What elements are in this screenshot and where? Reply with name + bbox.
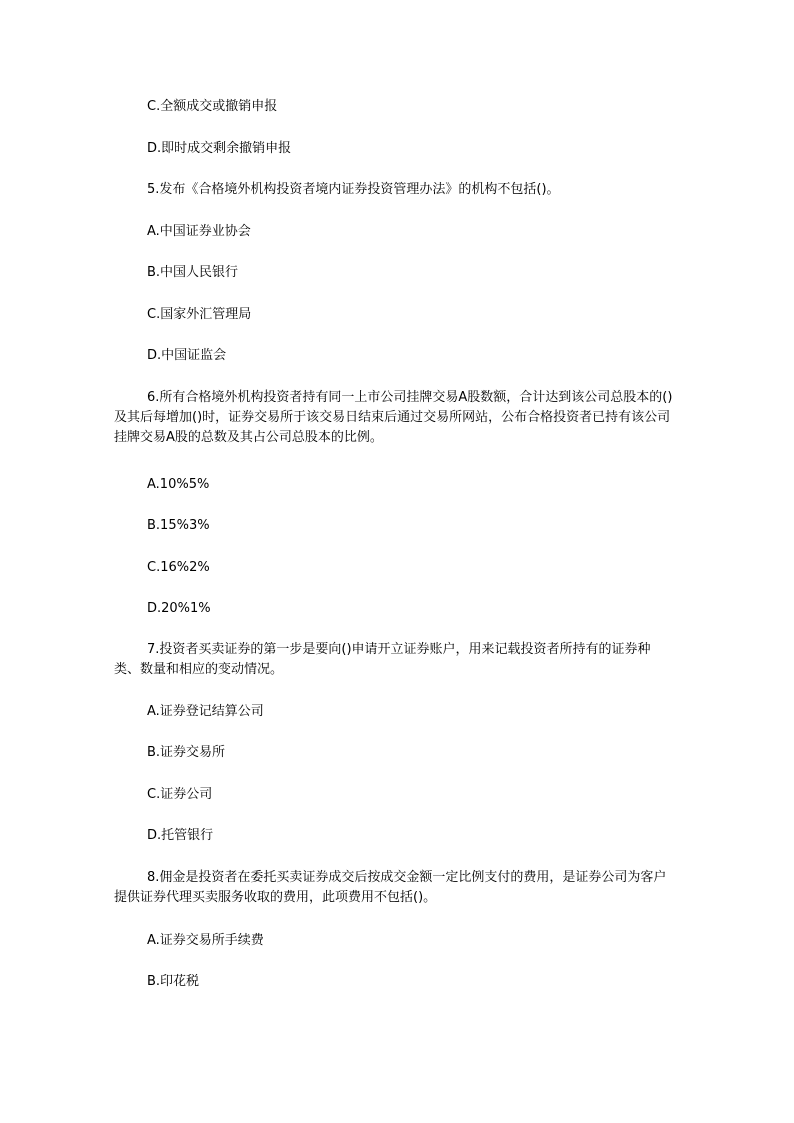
option-q5-d: D.中国证监会 xyxy=(147,348,227,363)
option-q7-b: B.证券交易所 xyxy=(147,745,226,760)
option-q5-c: C.国家外汇管理局 xyxy=(147,307,252,322)
option-q6-c: C.16%2% xyxy=(147,560,210,575)
option-q4-c: C.全额成交或撤销申报 xyxy=(147,99,278,114)
option-q6-b: B.15%3% xyxy=(147,518,210,533)
option-q7-a: A.证券登记结算公司 xyxy=(147,704,264,719)
question-5: 5.发布《合格境外机构投资者境内证券投资管理办法》的机构不包括()。 xyxy=(147,182,560,197)
option-q5-b: B.中国人民银行 xyxy=(147,265,239,280)
option-q8-a: A.证券交易所手续费 xyxy=(147,933,264,948)
option-q6-a: A.10%5% xyxy=(147,477,210,492)
question-6: 6.所有合格境外机构投资者持有同一上市公司挂牌交易A股数额，合计达到该公司总股本的()及其后每增加()时，证券交易所于该交易日结束后通过交易所网站，公布合格投资者已持有该公司挂牌交易A股的总数及其占公司总股本的比例。 xyxy=(114,390,673,445)
option-q7-c: C.证券公司 xyxy=(147,787,213,802)
option-q7-d: D.托管银行 xyxy=(147,828,214,843)
question-8: 8.佣金是投资者在委托买卖证券成交后按成交金额一定比例支付的费用，是证券公司为客户提供证券代理买卖服务收取的费用，此项费用不包括()。 xyxy=(114,870,667,905)
option-q4-d: D.即时成交剩余撤销申报 xyxy=(147,141,292,156)
option-q6-d: D.20%1% xyxy=(147,601,211,616)
question-7: 7.投资者买卖证券的第一步是要向()申请开立证券账户，用来记载投资者所持有的证券种类、数量和相应的变动情况。 xyxy=(114,642,651,677)
option-q8-b: B.印花税 xyxy=(147,974,200,989)
option-q5-a: A.中国证券业协会 xyxy=(147,224,251,239)
